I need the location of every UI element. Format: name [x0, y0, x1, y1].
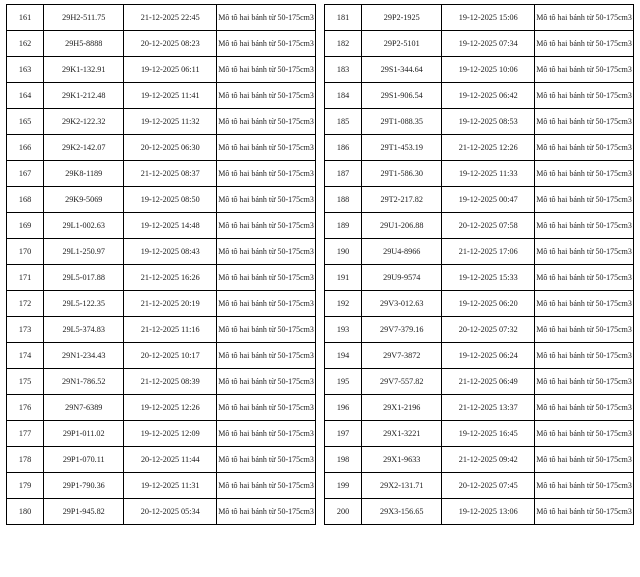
cell-plate-number: 29V7-3872 — [362, 343, 442, 369]
cell-stt: 180 — [7, 499, 44, 525]
cell-stt: 193 — [325, 317, 362, 343]
cell-stt: 182 — [325, 31, 362, 57]
cell-stt: 179 — [7, 473, 44, 499]
table-row — [7, 473, 316, 499]
cell-stt: 200 — [325, 499, 362, 525]
cell-vehicle-type: Mô tô hai bánh từ 50-175cm3 — [217, 395, 316, 421]
cell-stt: 170 — [7, 239, 44, 265]
table-row — [325, 31, 634, 57]
cell-vehicle-type: Mô tô hai bánh từ 50-175cm3 — [535, 83, 634, 109]
cell-datetime: 21-12-2025 22:45 — [124, 5, 217, 31]
cell-stt: 198 — [325, 447, 362, 473]
table-row — [7, 499, 316, 525]
table-row — [325, 161, 634, 187]
table-row — [325, 317, 634, 343]
cell-datetime: 20-12-2025 07:58 — [442, 213, 535, 239]
violation-table-left — [6, 4, 316, 525]
cell-datetime: 19-12-2025 07:34 — [442, 31, 535, 57]
cell-datetime: 19-12-2025 11:41 — [124, 83, 217, 109]
cell-datetime: 19-12-2025 11:33 — [442, 161, 535, 187]
cell-plate-number: 29V7-379.16 — [362, 317, 442, 343]
cell-vehicle-type: Mô tô hai bánh từ 50-175cm3 — [217, 291, 316, 317]
cell-vehicle-type: Mô tô hai bánh từ 50-175cm3 — [217, 31, 316, 57]
cell-vehicle-type: Mô tô hai bánh từ 50-175cm3 — [535, 395, 634, 421]
table-row — [325, 239, 634, 265]
cell-plate-number: 29K9-5069 — [44, 187, 124, 213]
cell-vehicle-type: Mô tô hai bánh từ 50-175cm3 — [217, 57, 316, 83]
cell-datetime: 19-12-2025 11:32 — [124, 109, 217, 135]
cell-vehicle-type: Mô tô hai bánh từ 50-175cm3 — [217, 5, 316, 31]
cell-stt: 164 — [7, 83, 44, 109]
cell-plate-number: 29T1-586.30 — [362, 161, 442, 187]
cell-plate-number: 29U9-9574 — [362, 265, 442, 291]
cell-vehicle-type: Mô tô hai bánh từ 50-175cm3 — [535, 291, 634, 317]
table-row — [7, 57, 316, 83]
cell-vehicle-type: Mô tô hai bánh từ 50-175cm3 — [535, 161, 634, 187]
cell-plate-number: 29P1-011.02 — [44, 421, 124, 447]
table-row — [7, 291, 316, 317]
cell-datetime: 20-12-2025 05:34 — [124, 499, 217, 525]
cell-datetime: 19-12-2025 00:47 — [442, 187, 535, 213]
cell-datetime: 19-12-2025 13:06 — [442, 499, 535, 525]
table-row — [325, 421, 634, 447]
cell-vehicle-type: Mô tô hai bánh từ 50-175cm3 — [535, 239, 634, 265]
cell-plate-number: 29V3-012.63 — [362, 291, 442, 317]
cell-plate-number: 29L5-122.35 — [44, 291, 124, 317]
cell-stt: 171 — [7, 265, 44, 291]
cell-stt: 183 — [325, 57, 362, 83]
cell-stt: 169 — [7, 213, 44, 239]
cell-datetime: 20-12-2025 10:17 — [124, 343, 217, 369]
cell-vehicle-type: Mô tô hai bánh từ 50-175cm3 — [217, 135, 316, 161]
cell-vehicle-type: Mô tô hai bánh từ 50-175cm3 — [217, 499, 316, 525]
cell-vehicle-type: Mô tô hai bánh từ 50-175cm3 — [535, 187, 634, 213]
cell-stt: 167 — [7, 161, 44, 187]
cell-plate-number: 29X2-131.71 — [362, 473, 442, 499]
cell-datetime: 21-12-2025 13:37 — [442, 395, 535, 421]
cell-stt: 161 — [7, 5, 44, 31]
cell-vehicle-type: Mô tô hai bánh từ 50-175cm3 — [217, 161, 316, 187]
table-row — [7, 317, 316, 343]
table-row — [7, 135, 316, 161]
cell-vehicle-type: Mô tô hai bánh từ 50-175cm3 — [217, 265, 316, 291]
cell-plate-number: 29L1-250.97 — [44, 239, 124, 265]
cell-plate-number: 29U1-206.88 — [362, 213, 442, 239]
cell-stt: 178 — [7, 447, 44, 473]
cell-plate-number: 29T2-217.82 — [362, 187, 442, 213]
table-row — [7, 187, 316, 213]
cell-plate-number: 29K1-132.91 — [44, 57, 124, 83]
cell-plate-number: 29H2-511.75 — [44, 5, 124, 31]
cell-stt: 168 — [7, 187, 44, 213]
cell-stt: 197 — [325, 421, 362, 447]
cell-stt: 188 — [325, 187, 362, 213]
cell-datetime: 20-12-2025 08:23 — [124, 31, 217, 57]
cell-datetime: 20-12-2025 11:44 — [124, 447, 217, 473]
table-row — [325, 57, 634, 83]
cell-stt: 199 — [325, 473, 362, 499]
cell-plate-number: 29P2-5101 — [362, 31, 442, 57]
cell-vehicle-type: Mô tô hai bánh từ 50-175cm3 — [217, 369, 316, 395]
cell-vehicle-type: Mô tô hai bánh từ 50-175cm3 — [217, 239, 316, 265]
table-row — [325, 499, 634, 525]
table-body-left — [7, 5, 316, 525]
cell-datetime: 21-12-2025 12:26 — [442, 135, 535, 161]
table-row — [7, 83, 316, 109]
cell-plate-number: 29P1-790.36 — [44, 473, 124, 499]
cell-stt: 190 — [325, 239, 362, 265]
table-row — [7, 265, 316, 291]
right-column — [324, 4, 634, 573]
cell-vehicle-type: Mô tô hai bánh từ 50-175cm3 — [217, 421, 316, 447]
cell-vehicle-type: Mô tô hai bánh từ 50-175cm3 — [217, 83, 316, 109]
cell-plate-number: 29P1-070.11 — [44, 447, 124, 473]
cell-datetime: 19-12-2025 08:53 — [442, 109, 535, 135]
table-body-right — [325, 5, 634, 525]
cell-plate-number: 29L1-002.63 — [44, 213, 124, 239]
cell-plate-number: 29P2-1925 — [362, 5, 442, 31]
cell-stt: 194 — [325, 343, 362, 369]
table-row — [7, 161, 316, 187]
cell-datetime: 20-12-2025 07:32 — [442, 317, 535, 343]
cell-datetime: 19-12-2025 06:11 — [124, 57, 217, 83]
cell-plate-number: 29L5-374.83 — [44, 317, 124, 343]
cell-stt: 196 — [325, 395, 362, 421]
cell-plate-number: 29T1-453.19 — [362, 135, 442, 161]
table-row — [7, 395, 316, 421]
cell-datetime: 19-12-2025 11:31 — [124, 473, 217, 499]
cell-vehicle-type: Mô tô hai bánh từ 50-175cm3 — [217, 187, 316, 213]
table-row — [325, 369, 634, 395]
cell-datetime: 21-12-2025 08:39 — [124, 369, 217, 395]
cell-vehicle-type: Mô tô hai bánh từ 50-175cm3 — [535, 5, 634, 31]
cell-datetime: 19-12-2025 06:42 — [442, 83, 535, 109]
cell-stt: 177 — [7, 421, 44, 447]
cell-datetime: 19-12-2025 08:43 — [124, 239, 217, 265]
cell-datetime: 21-12-2025 08:37 — [124, 161, 217, 187]
cell-datetime: 19-12-2025 06:20 — [442, 291, 535, 317]
cell-datetime: 20-12-2025 07:45 — [442, 473, 535, 499]
table-row — [7, 447, 316, 473]
cell-datetime: 19-12-2025 14:48 — [124, 213, 217, 239]
table-row — [325, 291, 634, 317]
table-row — [325, 447, 634, 473]
cell-vehicle-type: Mô tô hai bánh từ 50-175cm3 — [535, 343, 634, 369]
cell-vehicle-type: Mô tô hai bánh từ 50-175cm3 — [217, 317, 316, 343]
cell-vehicle-type: Mô tô hai bánh từ 50-175cm3 — [535, 135, 634, 161]
table-row — [325, 343, 634, 369]
cell-datetime: 19-12-2025 12:09 — [124, 421, 217, 447]
table-row — [325, 135, 634, 161]
cell-vehicle-type: Mô tô hai bánh từ 50-175cm3 — [217, 473, 316, 499]
cell-datetime: 19-12-2025 10:06 — [442, 57, 535, 83]
cell-stt: 184 — [325, 83, 362, 109]
table-row — [7, 31, 316, 57]
cell-plate-number: 29P1-945.82 — [44, 499, 124, 525]
cell-vehicle-type: Mô tô hai bánh từ 50-175cm3 — [217, 447, 316, 473]
cell-stt: 191 — [325, 265, 362, 291]
cell-plate-number: 29T1-088.35 — [362, 109, 442, 135]
table-row — [325, 473, 634, 499]
cell-stt: 166 — [7, 135, 44, 161]
table-row — [325, 83, 634, 109]
cell-plate-number: 29N1-234.43 — [44, 343, 124, 369]
cell-stt: 165 — [7, 109, 44, 135]
cell-stt: 176 — [7, 395, 44, 421]
cell-plate-number: 29H5-8888 — [44, 31, 124, 57]
table-row — [7, 239, 316, 265]
cell-vehicle-type: Mô tô hai bánh từ 50-175cm3 — [535, 109, 634, 135]
cell-stt: 173 — [7, 317, 44, 343]
left-column — [6, 4, 316, 573]
cell-stt: 195 — [325, 369, 362, 395]
cell-vehicle-type: Mô tô hai bánh từ 50-175cm3 — [535, 369, 634, 395]
table-row — [325, 213, 634, 239]
table-row — [325, 395, 634, 421]
table-row — [7, 343, 316, 369]
cell-vehicle-type: Mô tô hai bánh từ 50-175cm3 — [217, 109, 316, 135]
table-row — [325, 109, 634, 135]
cell-stt: 187 — [325, 161, 362, 187]
cell-datetime: 21-12-2025 11:16 — [124, 317, 217, 343]
table-row — [325, 5, 634, 31]
cell-stt: 192 — [325, 291, 362, 317]
cell-plate-number: 29S1-344.64 — [362, 57, 442, 83]
cell-datetime: 19-12-2025 08:50 — [124, 187, 217, 213]
cell-vehicle-type: Mô tô hai bánh từ 50-175cm3 — [217, 343, 316, 369]
cell-datetime: 21-12-2025 17:06 — [442, 239, 535, 265]
cell-plate-number: 29N7-6389 — [44, 395, 124, 421]
cell-vehicle-type: Mô tô hai bánh từ 50-175cm3 — [535, 499, 634, 525]
cell-plate-number: 29V7-557.82 — [362, 369, 442, 395]
table-row — [7, 213, 316, 239]
table-row — [7, 369, 316, 395]
cell-datetime: 20-12-2025 06:30 — [124, 135, 217, 161]
cell-vehicle-type: Mô tô hai bánh từ 50-175cm3 — [535, 57, 634, 83]
cell-plate-number: 29U4-8966 — [362, 239, 442, 265]
cell-datetime: 19-12-2025 12:26 — [124, 395, 217, 421]
table-row — [7, 109, 316, 135]
cell-plate-number: 29X1-9633 — [362, 447, 442, 473]
cell-vehicle-type: Mô tô hai bánh từ 50-175cm3 — [535, 317, 634, 343]
cell-stt: 174 — [7, 343, 44, 369]
table-row — [7, 421, 316, 447]
cell-stt: 181 — [325, 5, 362, 31]
cell-stt: 175 — [7, 369, 44, 395]
cell-stt: 185 — [325, 109, 362, 135]
cell-plate-number: 29K2-122.32 — [44, 109, 124, 135]
cell-datetime: 21-12-2025 16:26 — [124, 265, 217, 291]
table-row — [325, 265, 634, 291]
cell-datetime: 21-12-2025 09:42 — [442, 447, 535, 473]
cell-datetime: 21-12-2025 20:19 — [124, 291, 217, 317]
cell-plate-number: 29K8-1189 — [44, 161, 124, 187]
cell-plate-number: 29X1-3221 — [362, 421, 442, 447]
cell-vehicle-type: Mô tô hai bánh từ 50-175cm3 — [535, 213, 634, 239]
cell-plate-number: 29K2-142.07 — [44, 135, 124, 161]
cell-plate-number: 29K1-212.48 — [44, 83, 124, 109]
cell-vehicle-type: Mô tô hai bánh từ 50-175cm3 — [535, 421, 634, 447]
cell-vehicle-type: Mô tô hai bánh từ 50-175cm3 — [535, 473, 634, 499]
cell-datetime: 19-12-2025 06:24 — [442, 343, 535, 369]
cell-vehicle-type: Mô tô hai bánh từ 50-175cm3 — [535, 31, 634, 57]
violation-table-right — [324, 4, 634, 525]
cell-vehicle-type: Mô tô hai bánh từ 50-175cm3 — [535, 265, 634, 291]
cell-plate-number: 29X1-2196 — [362, 395, 442, 421]
cell-stt: 189 — [325, 213, 362, 239]
table-row — [7, 5, 316, 31]
cell-datetime: 19-12-2025 16:45 — [442, 421, 535, 447]
cell-vehicle-type: Mô tô hai bánh từ 50-175cm3 — [535, 447, 634, 473]
cell-datetime: 21-12-2025 06:49 — [442, 369, 535, 395]
cell-stt: 186 — [325, 135, 362, 161]
cell-vehicle-type: Mô tô hai bánh từ 50-175cm3 — [217, 213, 316, 239]
cell-plate-number: 29X3-156.65 — [362, 499, 442, 525]
cell-plate-number: 29N1-786.52 — [44, 369, 124, 395]
cell-stt: 163 — [7, 57, 44, 83]
cell-datetime: 19-12-2025 15:06 — [442, 5, 535, 31]
cell-datetime: 19-12-2025 15:33 — [442, 265, 535, 291]
cell-stt: 162 — [7, 31, 44, 57]
cell-plate-number: 29L5-017.88 — [44, 265, 124, 291]
cell-plate-number: 29S1-906.54 — [362, 83, 442, 109]
cell-stt: 172 — [7, 291, 44, 317]
table-row — [325, 187, 634, 213]
